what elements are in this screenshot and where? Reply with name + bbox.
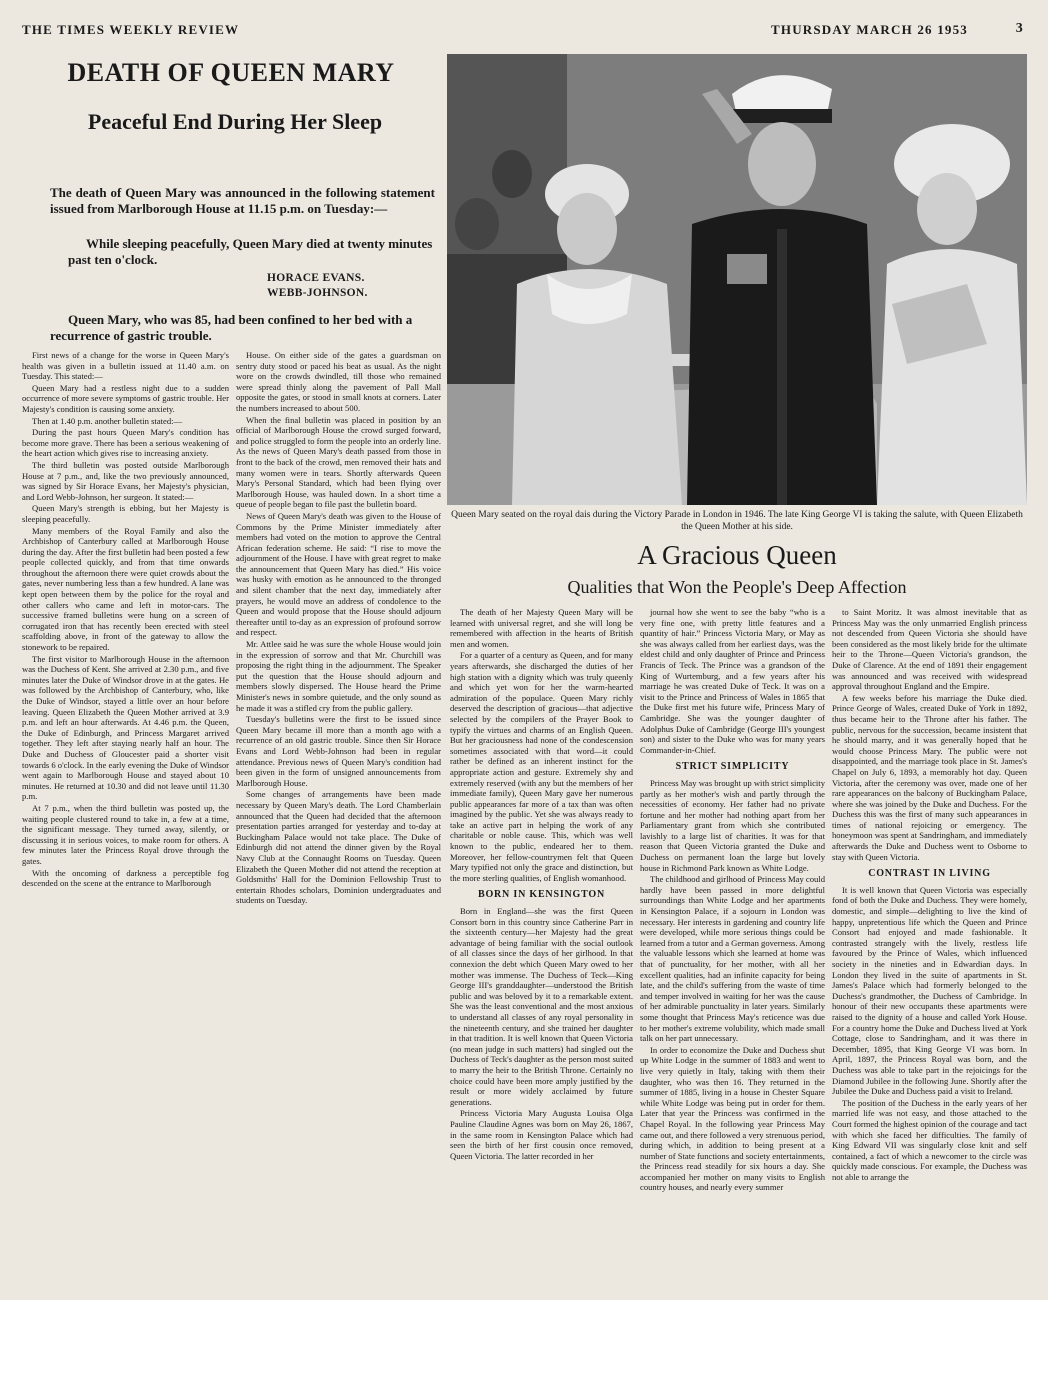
paragraph: Princess May was brought up with strict simplicity partly as her mother's wish and partly through the necessities of economy. Her father had no private fortune and her mother had nothing apart from her Parliamentary grant from which she contributed lavishly to a large list of charities. It was for that reason that Queen Victoria granted the Duke and Duchess on permanent loan the large but lovely house in Richmond Park known as White Lodge. <box>640 777 825 873</box>
paragraph: In order to economize the Duke and Duchess shut up White Lodge in the summer of 1883 and went to live very quietly in Italy, taking with them their daughter, who was then 16. They returned in the summer of 1885, living in a house in Chester Square while White Lodge was being put in order for them. Later that year the Princess was confirmed in the Chapel Royal. In the following year Princess May came out, and there followed a very strenuous period, during which, in addition to being present at a number of State functions and society entertainments, the Princess read steadily for six hours a day. She accompanied her mother on many visits to English country houses, and nearly every summer <box>640 1044 825 1193</box>
masthead-date: THURSDAY MARCH 26 1953 <box>771 22 968 37</box>
article-lead: The death of Queen Mary was announced in the following statement issued from Marlborough House at 11.15 p.m. on Tuesday:— <box>50 185 435 216</box>
photo-caption: Queen Mary seated on the royal dais during the Victory Parade in London in 1946. The late King George VI is taking the salute, with Queen Elizabeth the Queen Mother at his side. <box>451 510 1023 532</box>
paragraph: At 7 p.m., when the third bulletin was posted up, the waiting people clustered round to take in, a few at a time, the significant message. They turned away, silently, or discussing it in serious voices, to make room for others. A few minutes later the Princess Royal drove through the gates. <box>22 802 229 866</box>
paragraph: During the past hours Queen Mary's condition has become more grave. There has been a serious weakening of the heart action which gives rise to increasing anxiety. <box>22 427 229 459</box>
paragraph: The death of her Majesty Queen Mary will be learned with universal regret, and she will long be remembered with affection in the hearts of British men and women. <box>450 607 633 649</box>
article-column-2 <box>236 350 441 1260</box>
section-heading: BORN IN KENSINGTON <box>477 889 606 901</box>
paragraph: A few weeks before his marriage the Duke died. Prince George of Wales, created Duke of York in 1892, thus became heir to the Throne after his father. The public, nervous for the succession, became insistent that he should marry, and it was generally hoped that he would choose Princess Mary. The public were not disappointed, and the marriage took place in St. James's Chapel on July 6, 1893, a memorably hot day. Queen Victoria, after the ceremony was over, made one of her rare appearances on the balcony of Buckingham Palace, where she was joined by the Duke and Duchess. For the Duchess this was the first of many such appearances in times of national rejoicing or emergency. The honeymoon was spent at Sandringham, and immediately afterwards the Duke and Duchess went to Osborne to stay with Queen Victoria. <box>832 692 1027 862</box>
paragraph: Some changes of arrangements have been made necessary by Queen Mary's death. The Lord Chamberlain announced that the Queen had decided that the afternoon presentation parties arranged for yesterday and to-day at Buckingham Palace would not take place. The Duke of Edinburgh did not attend the dinner given by the Royal Navy Club at the Connaught Rooms on Tuesday. Queen Elizabeth the Queen Mother did not attend the reception at Goldsmiths' Hall for the Dominion Fellowship Trust to entertain Rhodes scholars, Dominion undergraduates and students on Tuesday. <box>236 789 441 906</box>
official-statement: While sleeping peacefully, Queen Mary died at twenty minutes past ten o'clock. <box>68 236 433 267</box>
paragraph: House. On either side of the gates a guardsman on sentry duty stood or paced his beat as usual. As the night wore on the crowds dwindled, till those who remained were spread thinly along the pavement of Pall Mall opposite the gates, or stood in small knots at corners. Later the numbers increased to about 500. <box>236 350 441 413</box>
paragraph: The position of the Duchess in the early years of her married life was not easy, and those attached to the Court formed the highest opinion of the courage and tact with which she faced her difficulties. The family of King Edward VII was singularly close knit and self contained, a fact of which a newcomer to the circle was quickly made conscious. For example, the Duchess was not able to arrange the <box>832 1097 1027 1182</box>
paragraph: Tuesday's bulletins were the first to be issued since Queen Mary became ill more than a month ago with a recurrence of an old gastric trouble. Since then Sir Horace Evans and Lord Webb-Johnson had been in regular attendance. Previous news of Queen Mary's condition had been given in the form of unsigned announcements from Marlborough House. <box>236 714 441 788</box>
royal-dais-photo-illustration <box>447 54 1027 505</box>
article-subheadline: Peaceful End During Her Sleep <box>87 109 383 134</box>
paragraph: Queen Mary's strength is ebbing, but her Majesty is sleeping peacefully. <box>22 503 229 524</box>
paragraph: Queen Mary had a restless night due to a sudden occurrence of more severe symptoms of gastric trouble. Her Majesty's condition is causing some anxiety. <box>22 382 229 414</box>
masthead-paper-name: THE TIMES WEEKLY REVIEW <box>22 22 240 37</box>
masthead <box>22 22 1028 42</box>
article-confined-paragraph: Queen Mary, who was 85, had been confined to her bed with a recurrence of gastric trouble. <box>50 312 413 343</box>
paragraph: The first visitor to Marlborough House in the afternoon was the Duchess of Kent. She arrived at 2.30 p.m., and five minutes later the Duke of Windsor drove in at the gates. He was followed by the Archbishop of Canterbury, who, like the Duke of Windsor, stayed a little over an hour before leaving. Queen Elizabeth the Queen Mother arrived at 3.9 p.m. and left an hour afterwards. At 4.46 p.m. the Queen, the Duke of Edinburgh, and Princess Margaret arrived together. They left after staying nearly half an hour. The Duke and Duchess of Gloucester paid a shorter visit towards 6 o'clock. In the early evening the Duke of Windsor went again to Marlborough House and stayed about 10 minutes. He returned at 10.30 and did not leave until 11.30 p.m. <box>22 653 229 802</box>
paragraph: to Saint Moritz. It was almost inevitable that as Princess May was the only unmarried English princess not descended from Queen Victoria she should have been considered as the most likely bride for the ultimate heir to the Throne—Queen Victoria's grandson, the Duke of Clarence. At the end of 1891 their engagement was announced and was received with widespread approval throughout England and the Empire. <box>832 607 1027 692</box>
article-column-1 <box>22 350 229 1260</box>
paragraph: Princess Victoria Mary Augusta Louisa Olga Pauline Claudine Agnes was born on May 26, 1867, in the same room in Kensington Palace which had seen the birth of her first cousin once removed, Queen Victoria. The latter recorded in her <box>450 1108 633 1161</box>
paragraph: First news of a change for the worse in Queen Mary's health was given in a bulletin issued at 11.40 a.m. on Tuesday. This stated:— <box>22 350 229 382</box>
signature-horace-evans: HORACE EVANS. <box>267 272 365 284</box>
article-headline: DEATH OF QUEEN MARY <box>67 58 395 87</box>
paragraph: It is well known that Queen Victoria was especially fond of both the Duke and Duchess. They were homely, domestic, and simple—delighting to live the kind of happy, unpretentious life which the Queen and Prince Consort had enjoyed and made fashionable. It contrasted strangely with the lively, restless life favoured by the Prince of Wales, which influenced society in the nineties and in Edwardian days. In London they lived in the suite of apartments in St. James's Palace which had formerly belonged to the Duchess's grandmother, the Duchess of Cambridge. In honour of their new occupants these apartments were raised to the dignity of a house and called York House. For a country home the Duke and Duchess lived at York Cottage, close to Sandringham, and it was there in December, 1895, that King George VI was born. In April, 1897, the Princess Royal was born, and the Duchess was able to take part in the rejoicings for the Diamond Jubilee in the following June. Shortly after the Jubilee the Duke and Duchess paid a visit to Ireland. <box>832 884 1027 1097</box>
paragraph: Born in England—she was the first Queen Consort born in this country since Catherine Parr in the sixteenth century—her Majesty had the great advantage of being familiar with the social outlook of all classes since the days of her girlhood. In that connexion the debt which Queen Mary owed to her mother was immense. The Duchess of Teck—King George III's granddaughter—understood the British public and was beloved by it to a remarkable extent. She was the least conventional and the most anxious to understand all classes of any royal personality in the nineteenth century, and she trained her daughter in that tradition. It is well known that Queen Victoria (no mean judge in such matters) had singled out the Duchess of Teck's daughter as the person most suited to marry the heir to the British Throne. Certainly no choice could have been more amply justified by the result or more widely acclaimed by future generations. <box>450 906 633 1107</box>
paragraph: Then at 1.40 p.m. another bulletin stated:— <box>32 415 183 426</box>
section-heading: STRICT SIMPLICITY <box>675 761 790 773</box>
feature-subtitle: Qualities that Won the People's Deep Affection <box>567 577 907 597</box>
paragraph: For a quarter of a century as Queen, and for many years afterwards, she discharged the duties of her high station with a dignity which was truly queenly and which yet won for her the warm-hearted admiration of the populace. Queen Mary richly deserved the description of gracious—that adjective selected by the compilers of the Prayer Book to typify the virtues and charms of an English Queen. But her graciousness had none of the condescension sometimes associated with that word—it could rather be defined as an inherent instinct for the appropriate action and gesture. Extremely shy and extremely reserved (with any but the members of her immediate family), Queen Mary gave her numerous public appearances far more of a tax than was often imagined by the public. Yet she was always ready to take an active part in helping the work of any charitable or noble cause. This, which was well known to the public, endeared her to them. Moreover, her fellow-countrymen felt that Queen Mary typified not only the grace and distinction, but the more sterling qualities, of English womanhood. <box>450 650 633 883</box>
paragraph: When the final bulletin was placed in position by an official of Marlborough House the crowd surged forward, and police struggled to form the people into an orderly line. As the news of Queen Mary's death passed from those in front to the back of the crowd, men removed their hats and many women were in tears. Shortly afterwards Queen Mary's Personal Standard, which had been flying over Marlborough House, was hauled down. In a short time a queue of people began to file past the bulletin board. <box>236 414 441 510</box>
paragraph: News of Queen Mary's death was given to the House of Commons by the Prime Minister immediately after members had voted on the motion to approve the Central African federation scheme. He said: “I rise to move the adjournment of the House. I have with great regret to make the announcement that Queen Mary has died.” His voice was husky with emotion as he announced to the thronged and silent chamber that the next day, immediately after prayers, he would move an address of condolence to the Queen and would propose that the House should adjourn thereafter until to-day as an expression of profound sorrow and respect. <box>236 510 441 638</box>
royal-dais-photo <box>447 54 1027 505</box>
paragraph: journal how she went to see the baby “who is a very fine one, with pretty little features and a quantity of hair.” Princess Victoria Mary, or May as she was always called from her earliest days, was the eldest child and only daughter of Prince and Princess Francis of Teck. The Prince was a grandson of the King of Wurtemburg, and a few years after his marriage he was created Duke of Teck. It was on a visit to the Prince and Princess of Wales in 1865 that the Duke first met his future wife, Princess Mary of Cambridge. She was the younger daughter of Adolphus Duke of Cambridge (George III's youngest son) and sister to the Duke who was for many years Commander-in-Chief. <box>640 607 825 755</box>
bottom-margin <box>0 1300 1048 1390</box>
page-number: 3 <box>1015 21 1024 36</box>
feature-column-2 <box>640 607 825 1262</box>
paragraph: Many members of the Royal Family and also the Archbishop of Canterbury called at Marlborough House during the day. After the first bulletin had been posted a few people collected quickly, and from that time onwards throughout the afternoon there were quiet crowds about the gates, never numbering less than a few hundred. A lane was kept open between them by the police for the royal and other callers who came and left in motor-cars. The successive framed bulletins were hung on a screen of corrugated iron that has recently been erected with steel scaffolding above, in front of the gateway to allow the stonework to be repaired. <box>22 525 229 653</box>
section-heading: CONTRAST IN LIVING <box>868 868 991 880</box>
signature-webb-johnson: WEBB-JOHNSON. <box>267 287 368 299</box>
paragraph: With the oncoming of darkness a perceptible fog descended on the scene at the entrance to Marlborough <box>22 867 229 889</box>
feature-column-1 <box>450 607 633 1262</box>
paragraph: The third bulletin was posted outside Marlborough House at 7 p.m., and, like the two previously announced, was signed by Sir Horace Evans, her Majesty's physician, and Lord Webb-Johnson, her surgeon. It stated:— <box>22 459 229 502</box>
feature-column-3 <box>832 607 1027 1262</box>
paragraph: Mr. Attlee said he was sure the whole House would join in the expression of sorrow and that Mr. Churchill was proposing the right thing in the adjournment. The Speaker put the question that the House should adjourn and members slowly dispersed. The House heard the Prime Minister's news in sombre quietude, and the only sound as he made it was a stifled cry from the public gallery. <box>236 639 441 713</box>
paragraph: The childhood and girlhood of Princess May could hardly have been passed in more delightful surroundings than White Lodge and her apartments in Kensington Palace, if a sojourn in London was necessary. Her interests in gardening and country life were developed, while more serious things could be learned from a tutor and a German governess. Among the valuable lessons which she learned at home was that of punctuality, for her mother, with all her excellent qualities, had an infinite capacity for being late, and the child's suffering from the waste of time and temper involved in waiting for her was the cause of her admirable punctuality in later years. Similarly some thought that Princess May's reticence was due to her mother's extreme volubility, which made small talk on her part unnecessary. <box>640 874 825 1044</box>
feature-title: A Gracious Queen <box>637 540 837 570</box>
